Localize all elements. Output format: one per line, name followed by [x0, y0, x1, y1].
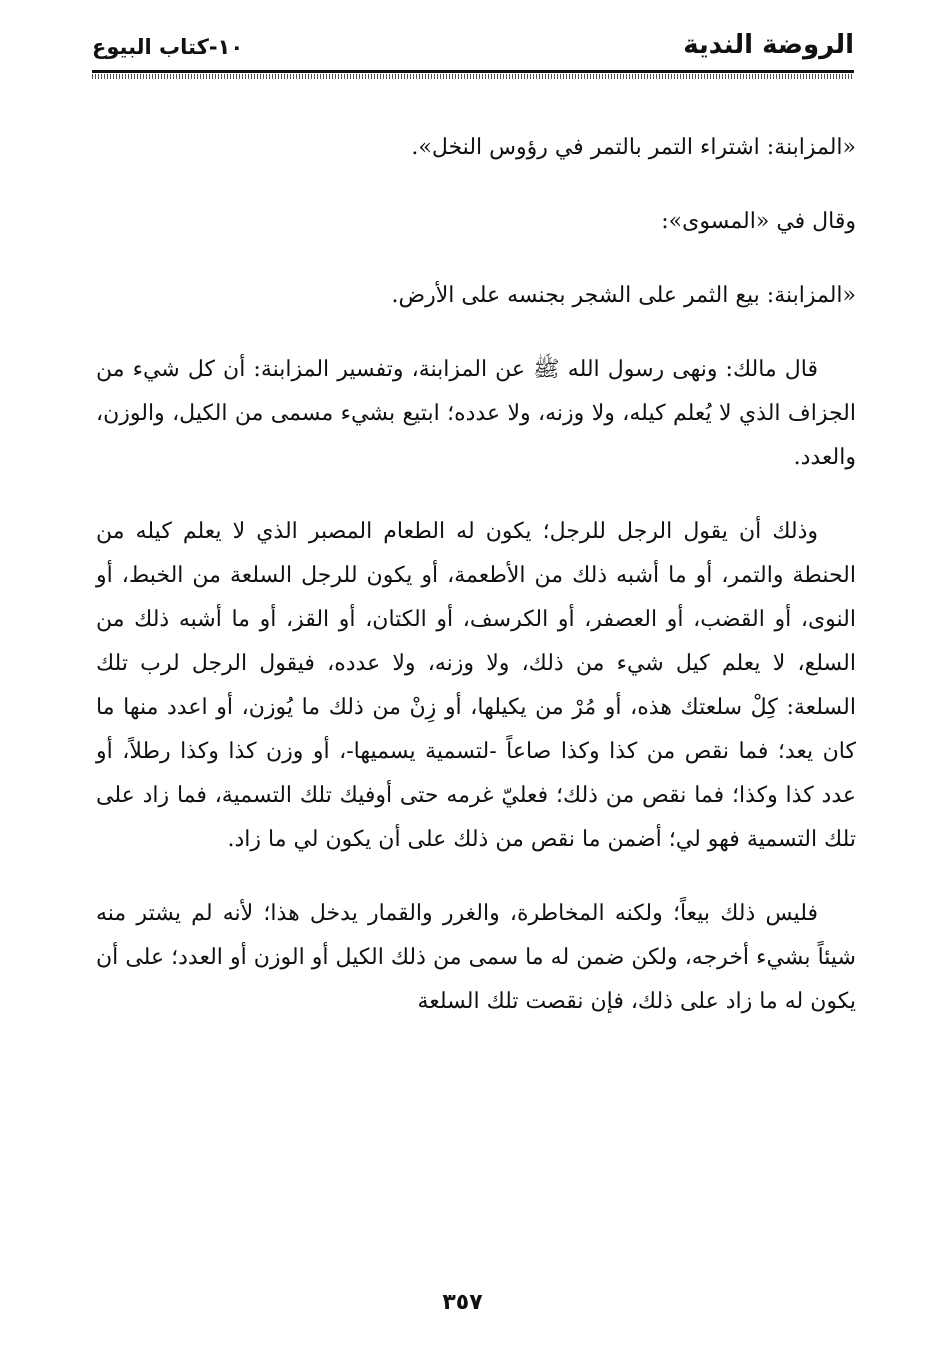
- paragraph-musawwa-intro: وقال في «المسوى»:: [661, 209, 856, 234]
- page-number: ٣٥٧: [442, 1290, 483, 1315]
- page-body: [96, 126, 856, 1024]
- paragraph-explanation: وذلك أن يقول الرجل للرجل؛ يكون له الطعام المصبر الذي لا يعلم كيله من الحنطة والتمر، أو ما أشبه ذلك من الأطعمة، أو يكون للرجل السلعة من الخبط، أو النوى، أو القضب، أو العصفر، أو الكرسف، أو الكتان، أو القز، أو ما أشبه ذلك من السلع، لا يعلم كيل شيء من ذلك، ولا وزنه، ولا عدده، فيقول الرجل لرب تلك السلعة: كِلْ سلعتك هذه، أو مُرْ من يكيلها، أو زِنْ من ذلك ما يُوزن، أو اعدد منها ما كان يعد؛ فما نقص من كذا وكذا صاعاً -لتسمية يسميها-، أو وزن كذا وكذا رطلاً، أو عدد كذا وكذا؛ فما نقص من ذلك؛ فعليّ غرمه حتى أوفيك تلك التسمية، فما زاد على تلك التسمية فهو لي؛ أضمن ما نقص من ذلك على أن يكون لي ما زاد.: [96, 519, 856, 852]
- paragraph-musawwa-definition: «المزابنة: بيع الثمر على الشجر بجنسه على الأرض.: [391, 283, 856, 308]
- running-header: [92, 28, 854, 68]
- paragraph-malik-quote: قال مالك: ونهى رسول الله ﷺ عن المزابنة، وتفسير المزابنة: أن كل شيء من الجزاف الذي لا يُعلم كيله، ولا وزنه، ولا عدده؛ ابتيع بشيء مسمى من الكيل، والوزن، والعدد.: [96, 357, 856, 470]
- header-rule: [92, 70, 854, 73]
- chapter-title: ١٠-كتاب البيوع: [92, 35, 244, 59]
- paragraph-muzabana-definition: «المزابنة: اشتراء التمر بالتمر في رؤوس النخل».: [411, 135, 856, 160]
- paragraph-ruling: فليس ذلك بيعاً؛ ولكنه المخاطرة، والغرر والقمار يدخل هذا؛ لأنه لم يشتر منه شيئاً بشيء أخرجه، ولكن ضمن له ما سمى من ذلك الكيل أو الوزن أو العدد؛ على أن يكون له ما زاد على ذلك، فإن نقصت تلك السلعة: [96, 901, 856, 1014]
- book-title: الروضة الندية: [683, 30, 854, 60]
- header-hatch-rule: [92, 74, 854, 79]
